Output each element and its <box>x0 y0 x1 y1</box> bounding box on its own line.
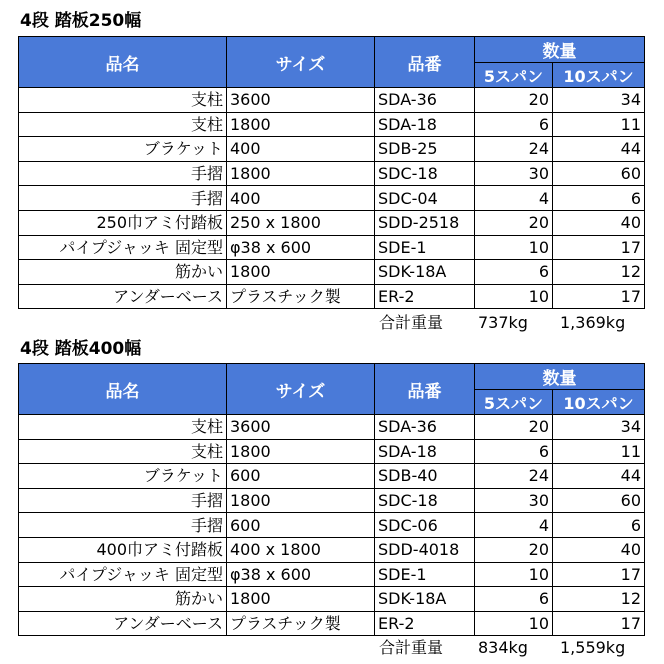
cell-name: ブラケット <box>19 137 227 162</box>
header-5span: 5スパン <box>475 63 553 88</box>
table-row <box>19 137 645 162</box>
cell-qty-10: 60 <box>553 488 645 513</box>
cell-qty-10: 40 <box>553 537 645 562</box>
cell-qty-5: 20 <box>475 88 553 113</box>
cell-qty-5: 24 <box>475 464 553 489</box>
cell-size: 400 x 1800 <box>227 537 375 562</box>
cell-qty-5: 30 <box>475 488 553 513</box>
cell-size: 400 <box>227 186 375 211</box>
header-name: 品名 <box>19 364 227 415</box>
table-row <box>19 611 645 636</box>
cell-qty-10: 6 <box>553 513 645 538</box>
total-weight-5span: 737kg <box>478 313 528 332</box>
cell-code: SDC-04 <box>375 186 475 211</box>
cell-qty-10: 44 <box>553 464 645 489</box>
cell-name: 手摺 <box>19 488 227 513</box>
cell-name: 支柱 <box>19 112 227 137</box>
cell-code: ER-2 <box>375 611 475 636</box>
cell-code: SDC-18 <box>375 161 475 186</box>
cell-name: アンダーベース <box>19 284 227 309</box>
cell-code: SDA-36 <box>375 88 475 113</box>
cell-size: 250 x 1800 <box>227 210 375 235</box>
cell-name: パイプジャッキ 固定型 <box>19 562 227 587</box>
table-row <box>19 284 645 309</box>
cell-qty-5: 4 <box>475 186 553 211</box>
cell-size: 3600 <box>227 88 375 113</box>
cell-qty-5: 6 <box>475 439 553 464</box>
cell-size: 1800 <box>227 488 375 513</box>
cell-size: プラスチック製 <box>227 611 375 636</box>
cell-qty-10: 17 <box>553 562 645 587</box>
table-row <box>19 235 645 260</box>
header-name: 品名 <box>19 37 227 88</box>
cell-qty-10: 17 <box>553 284 645 309</box>
parts-table <box>18 363 645 636</box>
table-row <box>19 210 645 235</box>
cell-size: 600 <box>227 513 375 538</box>
header-code: 品番 <box>375 37 475 88</box>
cell-qty-5: 10 <box>475 235 553 260</box>
cell-name: 250巾アミ付踏板 <box>19 210 227 235</box>
header-5span: 5スパン <box>475 390 553 415</box>
cell-code: SDC-06 <box>375 513 475 538</box>
cell-code: ER-2 <box>375 284 475 309</box>
cell-code: SDA-36 <box>375 415 475 440</box>
cell-qty-10: 12 <box>553 587 645 612</box>
header-code: 品番 <box>375 364 475 415</box>
table-row <box>19 161 645 186</box>
cell-size: φ38 x 600 <box>227 562 375 587</box>
cell-qty-5: 24 <box>475 137 553 162</box>
table-row <box>19 464 645 489</box>
cell-qty-5: 10 <box>475 562 553 587</box>
cell-code: SDB-25 <box>375 137 475 162</box>
cell-qty-5: 20 <box>475 210 553 235</box>
total-weight-5span: 834kg <box>478 638 528 657</box>
cell-code: SDB-40 <box>375 464 475 489</box>
cell-name: 手摺 <box>19 186 227 211</box>
cell-qty-10: 34 <box>553 88 645 113</box>
section-title: 4段 踏板400幅 <box>20 339 142 359</box>
table-row <box>19 513 645 538</box>
table-row <box>19 88 645 113</box>
cell-qty-10: 40 <box>553 210 645 235</box>
cell-qty-10: 44 <box>553 137 645 162</box>
cell-code: SDK-18A <box>375 260 475 285</box>
cell-size: 1800 <box>227 112 375 137</box>
cell-qty-5: 10 <box>475 284 553 309</box>
cell-qty-10: 11 <box>553 112 645 137</box>
cell-name: 筋かい <box>19 260 227 285</box>
cell-size: φ38 x 600 <box>227 235 375 260</box>
cell-qty-5: 10 <box>475 611 553 636</box>
cell-code: SDE-1 <box>375 562 475 587</box>
cell-size: 3600 <box>227 415 375 440</box>
table-row <box>19 439 645 464</box>
cell-name: 400巾アミ付踏板 <box>19 537 227 562</box>
table-row <box>19 537 645 562</box>
section-title: 4段 踏板250幅 <box>20 11 142 31</box>
header-qty: 数量 <box>475 364 645 390</box>
cell-name: パイプジャッキ 固定型 <box>19 235 227 260</box>
cell-name: 手摺 <box>19 161 227 186</box>
cell-qty-5: 30 <box>475 161 553 186</box>
cell-name: 手摺 <box>19 513 227 538</box>
header-size: サイズ <box>227 364 375 415</box>
cell-name: 支柱 <box>19 439 227 464</box>
cell-qty-10: 34 <box>553 415 645 440</box>
cell-qty-5: 20 <box>475 415 553 440</box>
cell-code: SDK-18A <box>375 587 475 612</box>
cell-name: 支柱 <box>19 415 227 440</box>
cell-size: 1800 <box>227 439 375 464</box>
table-row <box>19 186 645 211</box>
table-row <box>19 415 645 440</box>
header-10span: 10スパン <box>553 63 645 88</box>
cell-size: 400 <box>227 137 375 162</box>
header-10span: 10スパン <box>553 390 645 415</box>
cell-code: SDD-2518 <box>375 210 475 235</box>
cell-code: SDE-1 <box>375 235 475 260</box>
cell-size: 1800 <box>227 587 375 612</box>
cell-size: 1800 <box>227 260 375 285</box>
cell-name: アンダーベース <box>19 611 227 636</box>
cell-qty-10: 6 <box>553 186 645 211</box>
cell-size: 600 <box>227 464 375 489</box>
cell-qty-5: 6 <box>475 260 553 285</box>
cell-qty-10: 12 <box>553 260 645 285</box>
table-row <box>19 488 645 513</box>
cell-qty-10: 11 <box>553 439 645 464</box>
cell-qty-5: 4 <box>475 513 553 538</box>
table-row <box>19 112 645 137</box>
cell-qty-10: 60 <box>553 161 645 186</box>
cell-size: プラスチック製 <box>227 284 375 309</box>
cell-qty-5: 20 <box>475 537 553 562</box>
cell-code: SDA-18 <box>375 112 475 137</box>
cell-qty-5: 6 <box>475 112 553 137</box>
cell-code: SDA-18 <box>375 439 475 464</box>
cell-name: 筋かい <box>19 587 227 612</box>
cell-qty-10: 17 <box>553 235 645 260</box>
parts-table <box>18 36 645 309</box>
table-row <box>19 260 645 285</box>
table-row <box>19 587 645 612</box>
table-row <box>19 562 645 587</box>
cell-name: ブラケット <box>19 464 227 489</box>
total-weight-label: 合計重量 <box>379 638 444 657</box>
total-weight-label: 合計重量 <box>379 313 444 332</box>
total-weight-10span: 1,559kg <box>560 638 626 657</box>
cell-code: SDD-4018 <box>375 537 475 562</box>
total-weight-10span: 1,369kg <box>560 313 626 332</box>
cell-size: 1800 <box>227 161 375 186</box>
cell-code: SDC-18 <box>375 488 475 513</box>
header-qty: 数量 <box>475 37 645 63</box>
cell-name: 支柱 <box>19 88 227 113</box>
header-size: サイズ <box>227 37 375 88</box>
cell-qty-5: 6 <box>475 587 553 612</box>
cell-qty-10: 17 <box>553 611 645 636</box>
